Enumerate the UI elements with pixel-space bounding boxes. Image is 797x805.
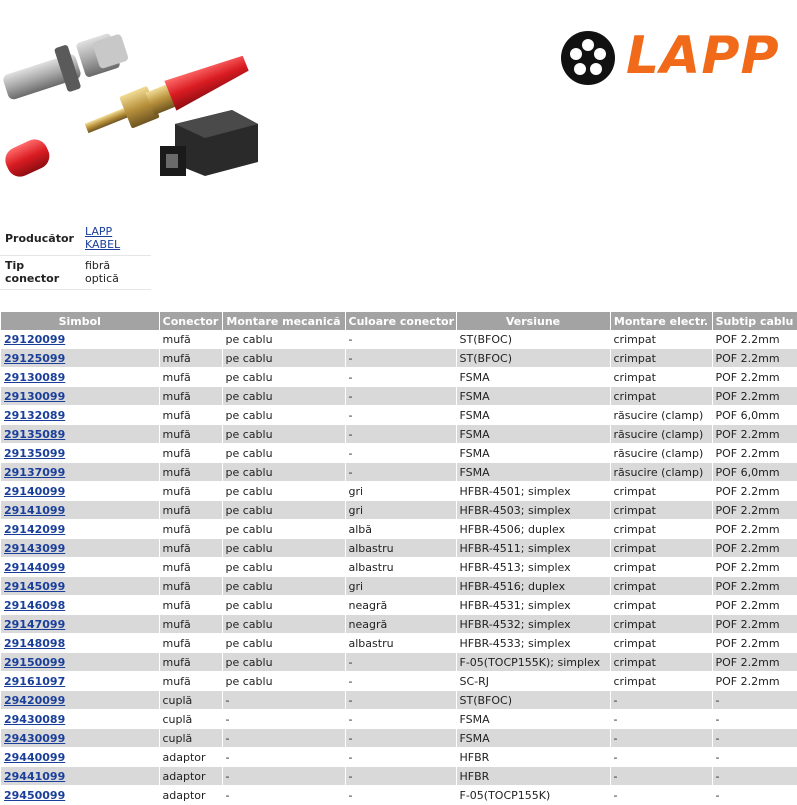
cell-connector: cuplă — [159, 691, 222, 710]
cell-electrical-mounting: crimpat — [610, 596, 712, 615]
cell-symbol — [1, 406, 159, 425]
cell-electrical-mounting: crimpat — [610, 387, 712, 406]
symbol-link[interactable]: 29143099 — [4, 541, 66, 555]
cell-electrical-mounting: crimpat — [610, 368, 712, 387]
cell-mechanical-mounting: pe cablu — [222, 387, 345, 406]
table-row — [1, 349, 797, 368]
column-header-connector-color: Culoare conector — [345, 312, 456, 330]
cell-version: ST(BFOC) — [456, 330, 610, 349]
cell-mechanical-mounting: - — [222, 710, 345, 729]
table-row — [1, 482, 797, 501]
cell-version: HFBR-4516; duplex — [456, 577, 610, 596]
cell-cable-subtype: POF 6,0mm — [712, 463, 797, 482]
cell-electrical-mounting: - — [610, 729, 712, 748]
cell-mechanical-mounting: pe cablu — [222, 672, 345, 691]
cell-connector-color: - — [345, 463, 456, 482]
table-row — [1, 577, 797, 596]
cell-connector-color: - — [345, 653, 456, 672]
symbol-link[interactable]: 29142099 — [4, 522, 66, 536]
table-row — [1, 501, 797, 520]
cell-cable-subtype: POF 2.2mm — [712, 349, 797, 368]
cell-version: HFBR — [456, 767, 610, 786]
logo-mark-icon — [560, 30, 616, 86]
symbol-link[interactable]: 29130099 — [4, 389, 66, 403]
cell-electrical-mounting: răsucire (clamp) — [610, 444, 712, 463]
cell-cable-subtype: POF 2.2mm — [712, 539, 797, 558]
cell-connector-color: neagră — [345, 596, 456, 615]
symbol-link[interactable]: 29146098 — [4, 598, 66, 612]
cell-connector: cuplă — [159, 710, 222, 729]
cell-connector: mufă — [159, 368, 222, 387]
table-row — [1, 406, 797, 425]
table-row — [1, 691, 797, 710]
cell-mechanical-mounting: - — [222, 691, 345, 710]
cell-symbol — [1, 577, 159, 596]
cell-mechanical-mounting: pe cablu — [222, 539, 345, 558]
cell-cable-subtype: POF 2.2mm — [712, 425, 797, 444]
symbol-link[interactable]: 29145099 — [4, 579, 66, 593]
cell-cable-subtype: POF 2.2mm — [712, 653, 797, 672]
connector-type-value: fibră optică — [81, 256, 151, 290]
cell-cable-subtype: POF 2.2mm — [712, 615, 797, 634]
cell-connector-color: - — [345, 729, 456, 748]
symbol-link[interactable]: 29120099 — [4, 332, 66, 346]
cell-symbol — [1, 368, 159, 387]
column-header-connector: Conector — [159, 312, 222, 330]
symbol-link[interactable]: 29135089 — [4, 427, 66, 441]
table-row — [1, 520, 797, 539]
symbol-link[interactable]: 29441099 — [4, 769, 66, 783]
cell-electrical-mounting: răsucire (clamp) — [610, 406, 712, 425]
table-row — [1, 615, 797, 634]
cell-connector-color: albastru — [345, 634, 456, 653]
cell-version: SC-RJ — [456, 672, 610, 691]
cell-version: FSMA — [456, 387, 610, 406]
cell-version: HFBR-4533; simplex — [456, 634, 610, 653]
cell-cable-subtype: POF 2.2mm — [712, 368, 797, 387]
cell-connector-color: - — [345, 425, 456, 444]
cell-electrical-mounting: - — [610, 767, 712, 786]
cell-mechanical-mounting: pe cablu — [222, 596, 345, 615]
table-row — [1, 368, 797, 387]
cell-symbol — [1, 463, 159, 482]
cell-cable-subtype: POF 2.2mm — [712, 482, 797, 501]
cell-symbol — [1, 710, 159, 729]
table-row — [1, 444, 797, 463]
cell-connector-color: albastru — [345, 539, 456, 558]
cell-cable-subtype: POF 2.2mm — [712, 634, 797, 653]
table-row — [1, 330, 797, 349]
symbol-link[interactable]: 29161097 — [4, 674, 66, 688]
cell-version: FSMA — [456, 368, 610, 387]
cell-connector-color: - — [345, 406, 456, 425]
cell-electrical-mounting: crimpat — [610, 539, 712, 558]
cell-electrical-mounting: - — [610, 710, 712, 729]
cell-mechanical-mounting: pe cablu — [222, 330, 345, 349]
symbol-link[interactable]: 29147099 — [4, 617, 66, 631]
column-header-cable-subtype: Subtip cablu — [712, 312, 797, 330]
cell-electrical-mounting: răsucire (clamp) — [610, 425, 712, 444]
cell-cable-subtype: - — [712, 729, 797, 748]
cell-symbol — [1, 729, 159, 748]
cell-connector: mufă — [159, 330, 222, 349]
producer-link[interactable]: LAPP KABEL — [85, 225, 121, 251]
cell-connector-color: - — [345, 387, 456, 406]
symbol-link[interactable]: 29430099 — [4, 731, 66, 745]
symbol-link[interactable]: 29430089 — [4, 712, 66, 726]
info-row-producer — [0, 222, 151, 256]
cell-connector-color: - — [345, 786, 456, 805]
lapp-logo — [560, 26, 797, 86]
cell-symbol — [1, 539, 159, 558]
cell-version: HFBR-4503; simplex — [456, 501, 610, 520]
cell-connector: mufă — [159, 387, 222, 406]
cell-mechanical-mounting: pe cablu — [222, 501, 345, 520]
table-body — [1, 330, 797, 805]
cell-symbol — [1, 615, 159, 634]
cell-cable-subtype: POF 6,0mm — [712, 406, 797, 425]
table-row — [1, 748, 797, 767]
table-row — [1, 463, 797, 482]
cell-mechanical-mounting: pe cablu — [222, 520, 345, 539]
cell-symbol — [1, 691, 159, 710]
producer-value — [81, 222, 151, 256]
cell-electrical-mounting: crimpat — [610, 501, 712, 520]
cell-version: ST(BFOC) — [456, 349, 610, 368]
cell-electrical-mounting: - — [610, 786, 712, 805]
cell-symbol — [1, 501, 159, 520]
column-header-version: Versiune — [456, 312, 610, 330]
cell-connector: mufă — [159, 615, 222, 634]
cell-version: FSMA — [456, 425, 610, 444]
cell-symbol — [1, 767, 159, 786]
producer-label: Producător — [0, 222, 81, 256]
cell-electrical-mounting: crimpat — [610, 558, 712, 577]
cell-cable-subtype: POF 2.2mm — [712, 330, 797, 349]
product-info — [0, 222, 151, 290]
cell-electrical-mounting: crimpat — [610, 349, 712, 368]
cell-connector-color: - — [345, 691, 456, 710]
cell-connector: mufă — [159, 482, 222, 501]
cell-symbol — [1, 444, 159, 463]
cell-cable-subtype: - — [712, 786, 797, 805]
cell-version: HFBR-4511; simplex — [456, 539, 610, 558]
cell-version: HFBR — [456, 748, 610, 767]
cell-version: HFBR-4513; simplex — [456, 558, 610, 577]
table-row — [1, 710, 797, 729]
cell-connector: adaptor — [159, 767, 222, 786]
cell-symbol — [1, 748, 159, 767]
symbol-link[interactable]: 29144099 — [4, 560, 66, 574]
cell-symbol — [1, 672, 159, 691]
cell-electrical-mounting: crimpat — [610, 482, 712, 501]
symbol-link[interactable]: 29137099 — [4, 465, 66, 479]
column-header-symbol: Simbol — [1, 312, 159, 330]
cell-cable-subtype: POF 2.2mm — [712, 596, 797, 615]
cell-mechanical-mounting: pe cablu — [222, 558, 345, 577]
cell-connector: mufă — [159, 577, 222, 596]
cell-version: HFBR-4531; simplex — [456, 596, 610, 615]
table-header-row — [1, 312, 797, 330]
cell-connector-color: albă — [345, 520, 456, 539]
cell-version: FSMA — [456, 710, 610, 729]
cell-connector-color: - — [345, 368, 456, 387]
cell-connector: mufă — [159, 444, 222, 463]
table-row — [1, 786, 797, 805]
table-row — [1, 596, 797, 615]
cell-connector-color: - — [345, 767, 456, 786]
cell-connector: mufă — [159, 349, 222, 368]
cell-version: FSMA — [456, 406, 610, 425]
cell-mechanical-mounting: - — [222, 729, 345, 748]
table-row — [1, 767, 797, 786]
symbol-link[interactable]: 29140099 — [4, 484, 66, 498]
cell-symbol — [1, 349, 159, 368]
cell-cable-subtype: POF 2.2mm — [712, 558, 797, 577]
cell-electrical-mounting: - — [610, 748, 712, 767]
cell-connector-color: - — [345, 672, 456, 691]
cell-connector: mufă — [159, 463, 222, 482]
column-header-electrical-mounting: Montare electr. — [610, 312, 712, 330]
cell-mechanical-mounting: pe cablu — [222, 463, 345, 482]
cell-mechanical-mounting: pe cablu — [222, 425, 345, 444]
column-header-mechanical-mounting: Montare mecanică — [222, 312, 345, 330]
cell-version: HFBR-4501; simplex — [456, 482, 610, 501]
cell-connector: mufă — [159, 634, 222, 653]
symbol-link[interactable]: 29148098 — [4, 636, 66, 650]
cell-symbol — [1, 387, 159, 406]
cell-connector: adaptor — [159, 748, 222, 767]
cell-symbol — [1, 558, 159, 577]
table-row — [1, 729, 797, 748]
table-row — [1, 634, 797, 653]
symbol-link[interactable]: 29440099 — [4, 750, 66, 764]
product-table — [1, 312, 797, 805]
symbol-link[interactable]: 29150099 — [4, 655, 66, 669]
cell-electrical-mounting: crimpat — [610, 330, 712, 349]
cell-mechanical-mounting: - — [222, 767, 345, 786]
cell-connector-color: - — [345, 710, 456, 729]
table-row — [1, 539, 797, 558]
cell-electrical-mounting: crimpat — [610, 653, 712, 672]
cell-connector-color: gri — [345, 482, 456, 501]
cell-cable-subtype: POF 2.2mm — [712, 672, 797, 691]
cell-connector-color: gri — [345, 577, 456, 596]
cell-mechanical-mounting: - — [222, 786, 345, 805]
cell-connector-color: - — [345, 330, 456, 349]
cell-connector: mufă — [159, 501, 222, 520]
table-row — [1, 558, 797, 577]
cell-connector-color: albastru — [345, 558, 456, 577]
cell-connector-color: - — [345, 349, 456, 368]
cell-electrical-mounting: crimpat — [610, 615, 712, 634]
cell-version: F-05(TOCP155K); simplex — [456, 653, 610, 672]
cell-connector-color: neagră — [345, 615, 456, 634]
cell-electrical-mounting: crimpat — [610, 577, 712, 596]
cell-cable-subtype: - — [712, 767, 797, 786]
cell-mechanical-mounting: pe cablu — [222, 634, 345, 653]
cell-electrical-mounting: crimpat — [610, 672, 712, 691]
symbol-link[interactable]: 29130089 — [4, 370, 66, 384]
table-row — [1, 387, 797, 406]
cell-connector: mufă — [159, 406, 222, 425]
cell-symbol — [1, 634, 159, 653]
cell-cable-subtype: - — [712, 748, 797, 767]
cell-connector-color: gri — [345, 501, 456, 520]
cell-version: ST(BFOC) — [456, 691, 610, 710]
symbol-link[interactable]: 29420099 — [4, 693, 66, 707]
cell-symbol — [1, 482, 159, 501]
cell-connector-color: - — [345, 444, 456, 463]
cell-cable-subtype: POF 2.2mm — [712, 387, 797, 406]
cell-mechanical-mounting: pe cablu — [222, 577, 345, 596]
info-row-connector-type — [0, 256, 151, 290]
table-row — [1, 653, 797, 672]
cell-cable-subtype: - — [712, 691, 797, 710]
cell-symbol — [1, 653, 159, 672]
cell-cable-subtype: POF 2.2mm — [712, 501, 797, 520]
table-row — [1, 425, 797, 444]
cell-version: FSMA — [456, 444, 610, 463]
connector-type-label: Tip conector — [0, 256, 81, 290]
cell-cable-subtype: POF 2.2mm — [712, 520, 797, 539]
cell-version: F-05(TOCP155K) — [456, 786, 610, 805]
cell-symbol — [1, 786, 159, 805]
cell-connector: mufă — [159, 653, 222, 672]
symbol-link[interactable]: 29135099 — [4, 446, 66, 460]
cell-symbol — [1, 596, 159, 615]
cell-cable-subtype: POF 2.2mm — [712, 444, 797, 463]
symbol-link[interactable]: 29141099 — [4, 503, 66, 517]
cell-connector: mufă — [159, 596, 222, 615]
cell-mechanical-mounting: pe cablu — [222, 368, 345, 387]
cell-symbol — [1, 425, 159, 444]
cell-electrical-mounting: crimpat — [610, 520, 712, 539]
cell-connector: mufă — [159, 558, 222, 577]
table-row — [1, 672, 797, 691]
cell-mechanical-mounting: pe cablu — [222, 406, 345, 425]
cell-version: HFBR-4506; duplex — [456, 520, 610, 539]
cell-mechanical-mounting: pe cablu — [222, 615, 345, 634]
cell-connector: cuplă — [159, 729, 222, 748]
cell-connector: adaptor — [159, 786, 222, 805]
cell-connector-color: - — [345, 748, 456, 767]
product-photo — [0, 14, 262, 184]
cell-electrical-mounting: - — [610, 691, 712, 710]
cell-connector: mufă — [159, 672, 222, 691]
cell-connector: mufă — [159, 425, 222, 444]
cell-connector: mufă — [159, 539, 222, 558]
cell-version: FSMA — [456, 463, 610, 482]
cell-version: HFBR-4532; simplex — [456, 615, 610, 634]
cell-mechanical-mounting: pe cablu — [222, 482, 345, 501]
cell-electrical-mounting: crimpat — [610, 634, 712, 653]
logo-text: LAPP — [626, 26, 780, 86]
symbol-link[interactable]: 29132089 — [4, 408, 66, 422]
cell-cable-subtype: - — [712, 710, 797, 729]
cell-version: FSMA — [456, 729, 610, 748]
cell-mechanical-mounting: pe cablu — [222, 653, 345, 672]
cell-electrical-mounting: răsucire (clamp) — [610, 463, 712, 482]
symbol-link[interactable]: 29450099 — [4, 788, 66, 802]
cell-symbol — [1, 520, 159, 539]
cell-symbol — [1, 330, 159, 349]
cell-connector: mufă — [159, 520, 222, 539]
cell-mechanical-mounting: pe cablu — [222, 349, 345, 368]
cell-cable-subtype: POF 2.2mm — [712, 577, 797, 596]
cell-mechanical-mounting: - — [222, 748, 345, 767]
symbol-link[interactable]: 29125099 — [4, 351, 66, 365]
cell-mechanical-mounting: pe cablu — [222, 444, 345, 463]
